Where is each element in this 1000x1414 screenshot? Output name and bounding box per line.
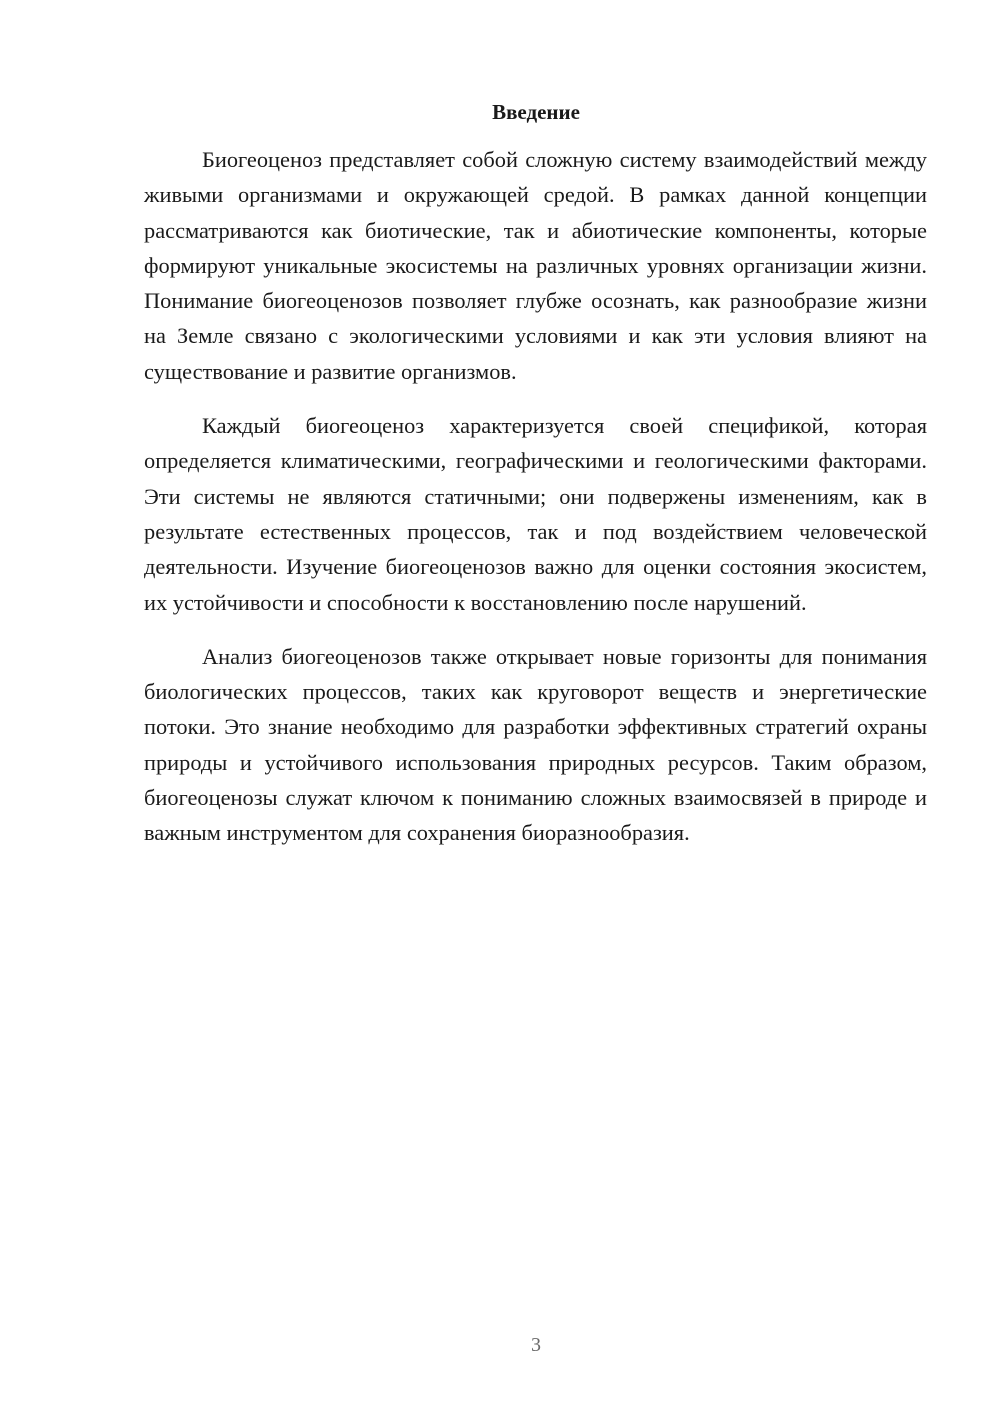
paragraph-1: Биогеоценоз представляет собой сложную систему взаимодействий между живыми организмами и окружающей средой. В рамках данной концепции рассматриваются как биотические, так и абиотические компоненты, которые формируют уникальные экосистемы на различных уровнях организации жизни. Понимание биогеоценозов позволяет глубже осознать, как разнообразие жизни на Земле связано с экологическими условиями и как эти условия влияют на существование и развитие организмов.: [144, 147, 927, 384]
paragraph-3: Анализ биогеоценозов также открывает новые горизонты для понимания биологических процессов, таких как круговорот веществ и энергетические потоки. Это знание необходимо для разработки эффективных стратегий охраны природы и устойчивого использования природных ресурсов. Таким образом, биогеоценозы служат ключом к пониманию сложных взаимосвязей в природе и важным инструментом для сохранения биоразнообразия.: [144, 643, 927, 846]
section-heading: Введение: [492, 100, 580, 124]
page-number: 3: [531, 1334, 541, 1356]
paragraph-2: Каждый биогеоценоз характеризуется своей спецификой, которая определяется климатическими, географическими и геологическими факторами. Эти системы не являются статичными; они подвержены изменениям, как в результате естественных процессов, так и под воздействием человеческой деятельности. Изучение биогеоценозов важно для оценки состояния экосистем, их устойчивости и способности к восстановлению после нарушений.: [144, 413, 927, 615]
document-body: [144, 142, 927, 870]
